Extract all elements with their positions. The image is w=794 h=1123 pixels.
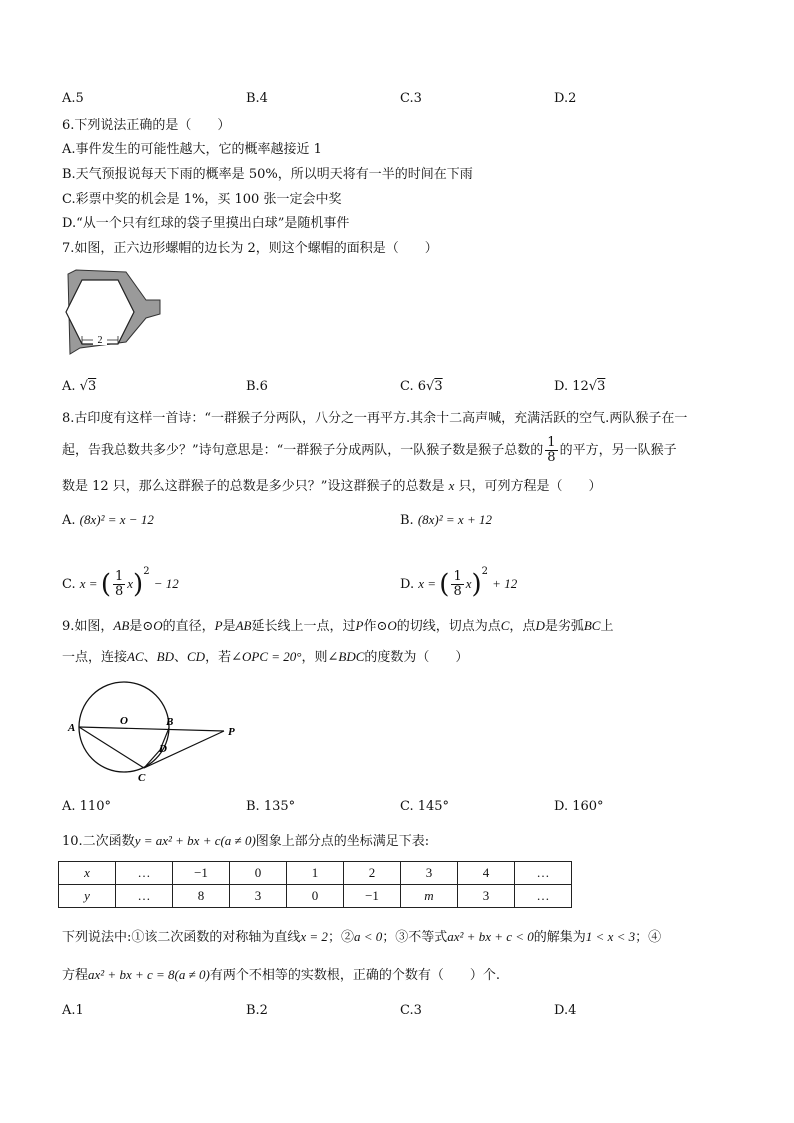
q6-option-d: D.“从一个只有红球的袋子里摸出白球”是随机事件 [62, 216, 350, 231]
q9-option-a: A. 110° [62, 799, 111, 814]
q8-option-d: D. x = ( $\frac{1}{8}$ x)$^2$ + 12 [400, 566, 518, 600]
table-cell: y [59, 885, 116, 908]
q5-option-c: C.3 [400, 91, 422, 106]
q6-option-b: B.天气预报说每天下雨的概率是 50%，所以明天将有一半的时间在下雨 [62, 167, 473, 182]
q9-option-c: C. 145° [400, 799, 450, 814]
q6-option-c: C.彩票中奖的机会是 1%，买 100 张一定会中奖 [62, 192, 342, 207]
q8-line3: 数是 12 只，那么这群猴子的总数是多少只？”设这群猴子的总数是 x 只，可列方程是（ ） [62, 478, 602, 494]
q9-label-c: C [138, 772, 146, 784]
table-cell: … [515, 885, 572, 908]
q6-option-a: A.事件发生的可能性越大，它的概率越接近 1 [62, 142, 322, 157]
table-cell: x [59, 862, 116, 885]
q10-statements-line1: 下列说法中:①该二次函数的对称轴为直线x = 2；②a < 0；③不等式ax² + bx + c < 0的解集为1 < x < 3；④ [62, 929, 662, 945]
q9-circle-figure [64, 680, 244, 790]
q8-option-b: B. (8x)² = x + 12 [400, 512, 492, 528]
q7-option-a: A. √3 [62, 379, 97, 394]
table-cell: 3 [458, 885, 515, 908]
table-cell: 2 [344, 862, 401, 885]
table-cell: 8 [173, 885, 230, 908]
q7-stem: 7.如图，正六边形螺帽的边长为 2，则这个螺帽的面积是（ ） [62, 241, 438, 256]
q7-side-label: 2 [97, 335, 103, 346]
q5-option-a: A.5 [62, 91, 84, 106]
q8-line2: 起，告我总数共多少？”诗句意思是：“一群猴子分成两队，一队猴子数是猴子总数的 $\frac{1}{8}$ 的平方，另一队猴子 [62, 435, 677, 465]
q9-stem-line1: 9.如图，AB是⊙O的直径，P是AB延长线上一点，过P作⊙O的切线，切点为点C，点D是劣弧BC上 [62, 618, 614, 634]
q10-option-b: B.2 [246, 1003, 268, 1018]
q10-value-table [58, 861, 572, 908]
table-cell: 1 [287, 862, 344, 885]
q10-stem: 10.二次函数y = ax² + bx + c(a ≠ 0)图象上部分点的坐标满足下表: [62, 833, 430, 849]
table-cell: 3 [401, 862, 458, 885]
table-cell: … [116, 862, 173, 885]
q8-option-c: C. x = ( $\frac{1}{8}$ x)$^2$ − 12 [62, 566, 179, 600]
q5-option-b: B.4 [246, 91, 268, 106]
table-cell: 4 [458, 862, 515, 885]
q5-option-d: D.2 [554, 91, 577, 106]
table-cell: … [515, 862, 572, 885]
table-row [59, 885, 572, 908]
q7-option-d: D. 12√3 [554, 379, 606, 394]
q6-stem: 6.下列说法正确的是（ ） [62, 118, 231, 133]
q8-fraction: $\frac{1}{8}$ [547, 435, 556, 465]
q7-option-c: C. 6√3 [400, 379, 443, 394]
q8-option-a: A. (8x)² = x − 12 [62, 512, 154, 528]
q9-label-a: A [68, 722, 76, 734]
table-cell: 0 [230, 862, 287, 885]
table-cell: 3 [230, 885, 287, 908]
q7-option-b: B.6 [246, 379, 268, 394]
q10-option-c: C.3 [400, 1003, 422, 1018]
q9-option-b: B. 135° [246, 799, 296, 814]
table-cell: m [401, 885, 458, 908]
q9-stem-line2: 一点，连接AC、BD、CD，若∠OPC = 20°，则∠BDC的度数为（ ） [62, 649, 469, 665]
q9-option-d: D. 160° [554, 799, 604, 814]
q10-option-a: A.1 [62, 1003, 84, 1018]
table-cell: −1 [173, 862, 230, 885]
table-cell: −1 [344, 885, 401, 908]
q7-hex-nut-figure [60, 268, 170, 364]
q10-option-d: D.4 [554, 1003, 577, 1018]
table-cell: … [116, 885, 173, 908]
q10-statements-line2: 方程ax² + bx + c = 8(a ≠ 0)有两个不相等的实数根，正确的个数有（ ）个. [62, 967, 500, 983]
q9-label-d: D [159, 743, 167, 755]
q9-label-p: P [228, 726, 235, 738]
q8-line1: 8.古印度有这样一首诗：“一群猴子分两队，八分之一再平方.其余十二高声喊，充满活跃的空气.两队猴子在一 [62, 411, 688, 426]
q9-label-b: B [166, 716, 174, 728]
q9-label-o: O [120, 715, 128, 727]
table-cell: 0 [287, 885, 344, 908]
table-row [59, 862, 572, 885]
